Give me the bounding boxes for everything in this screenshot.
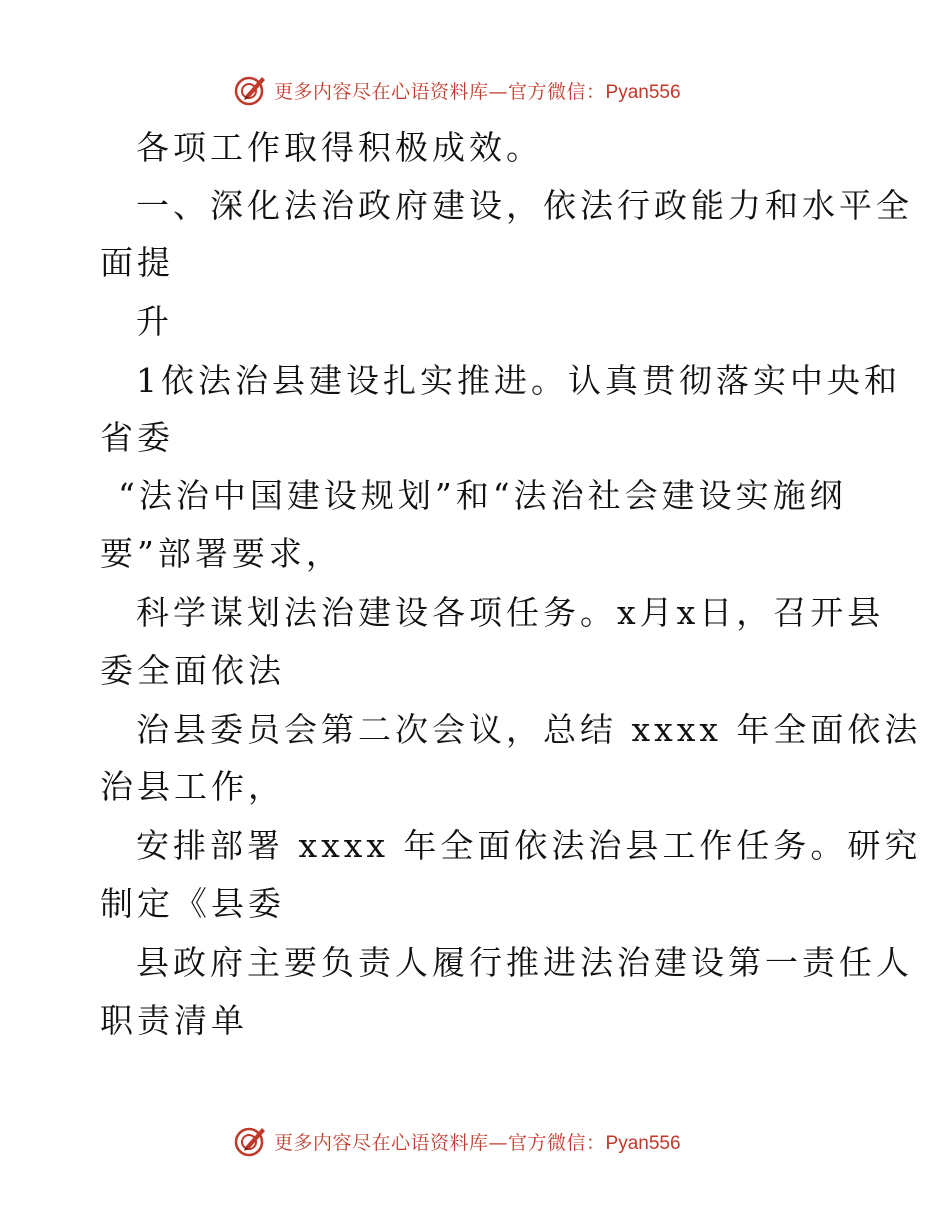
paragraph-line: 治县委员会第二次会议，总结 xxxx 年全面依法 xyxy=(136,710,922,749)
paragraph-line: 县政府主要负责人履行推进法治建设第一责任人 xyxy=(136,943,913,982)
wechat-id: Pyan556 xyxy=(605,81,681,103)
paragraph-line: 科学谋划法治建设各项任务。x月x日，召开县 xyxy=(136,593,885,632)
paragraph-line: 要”部署要求， xyxy=(100,534,343,573)
footer-watermark xyxy=(0,1121,950,1161)
paragraph-line: 治县工作， xyxy=(100,767,285,806)
paragraph-line: 制定《县委 xyxy=(100,884,285,923)
paragraph-line: 面提 xyxy=(100,243,174,282)
red-pen-circle-logo-icon xyxy=(234,1124,268,1158)
header-watermark xyxy=(0,70,950,110)
paragraph-line: 安排部署 xxxx 年全面依法治县工作任务。研究 xyxy=(136,826,922,865)
paragraph-line: 省委 xyxy=(100,418,174,457)
paragraph-line: 1依法治县建设扎实推进。认真贯彻落实中央和 xyxy=(136,361,901,400)
wechat-id: Pyan556 xyxy=(605,1132,681,1154)
paragraph-line: “法治中国建设规划”和“法治社会建设实施纲 xyxy=(118,476,847,515)
paragraph-line: 委全面依法 xyxy=(100,651,285,690)
paragraph-line: 职责清单 xyxy=(100,1001,248,1040)
watermark-text: 更多内容尽在心语资料库—官方微信：Pyan556 xyxy=(274,1131,681,1154)
paragraph-line: 一、深化法治政府建设，依法行政能力和水平全 xyxy=(136,186,913,225)
red-pen-circle-logo-icon xyxy=(234,73,268,107)
paragraph-line: 升 xyxy=(136,302,173,341)
watermark-text: 更多内容尽在心语资料库—官方微信：Pyan556 xyxy=(274,80,681,103)
paragraph-line: 各项工作取得积极成效。 xyxy=(136,128,543,167)
